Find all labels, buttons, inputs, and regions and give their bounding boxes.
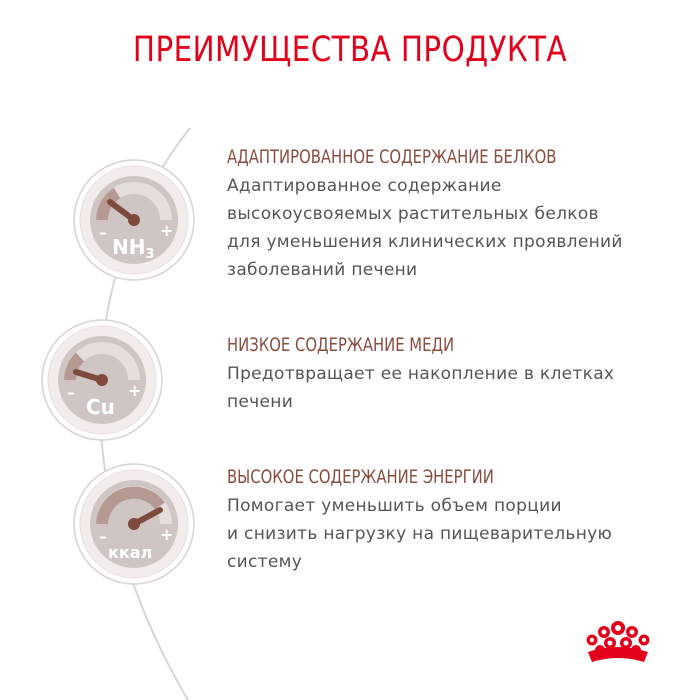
page-title: ПРЕИМУЩЕСТВА ПРОДУКТА <box>132 30 568 70</box>
gauge-minus-sign: – <box>99 223 107 242</box>
benefit-description <box>227 172 647 284</box>
gauge-symbol: $NH_3$ <box>112 235 155 262</box>
nh3-gauge-icon <box>72 158 196 282</box>
benefit-line: заболеваний печени <box>227 260 418 280</box>
benefit-item-energy <box>227 466 647 576</box>
benefit-line: и снизить нагрузку на пищеварительную <box>227 524 613 544</box>
gauge-symbol: ккал <box>108 543 153 562</box>
benefit-description <box>227 492 647 576</box>
gauge-plus-sign: + <box>160 525 174 544</box>
benefit-item-protein <box>227 146 647 284</box>
cu-gauge-icon <box>40 318 164 442</box>
royal-canin-crown-icon <box>580 618 656 666</box>
benefit-item-copper <box>227 334 647 416</box>
gauge-minus-sign: – <box>67 383 75 402</box>
gauge-plus-sign: + <box>160 221 174 240</box>
benefit-line: высокоусвояемых растительных белков <box>227 204 599 224</box>
gauge-symbol: Cu <box>86 395 115 419</box>
benefit-line: для уменьшения клинических проявлений <box>227 232 623 252</box>
benefit-description <box>227 360 647 416</box>
benefit-heading: ВЫСОКОЕ СОДЕРЖАНИЕ ЭНЕРГИИ <box>227 466 494 488</box>
gauge-plus-sign: + <box>128 381 142 400</box>
benefit-line: Предотвращает ее накопление в клетках <box>227 364 615 384</box>
benefit-line: Адаптированное содержание <box>227 176 502 196</box>
benefit-line: Помогает уменьшить объем порции <box>227 496 562 516</box>
gauge-minus-sign: – <box>99 527 107 546</box>
benefit-line: систему <box>227 552 303 572</box>
kcal-gauge-icon <box>72 462 196 586</box>
benefit-heading: НИЗКОЕ СОДЕРЖАНИЕ МЕДИ <box>227 334 455 356</box>
benefit-heading: АДАПТИРОВАННОЕ СОДЕРЖАНИЕ БЕЛКОВ <box>227 146 557 168</box>
benefit-line: печени <box>227 392 294 412</box>
